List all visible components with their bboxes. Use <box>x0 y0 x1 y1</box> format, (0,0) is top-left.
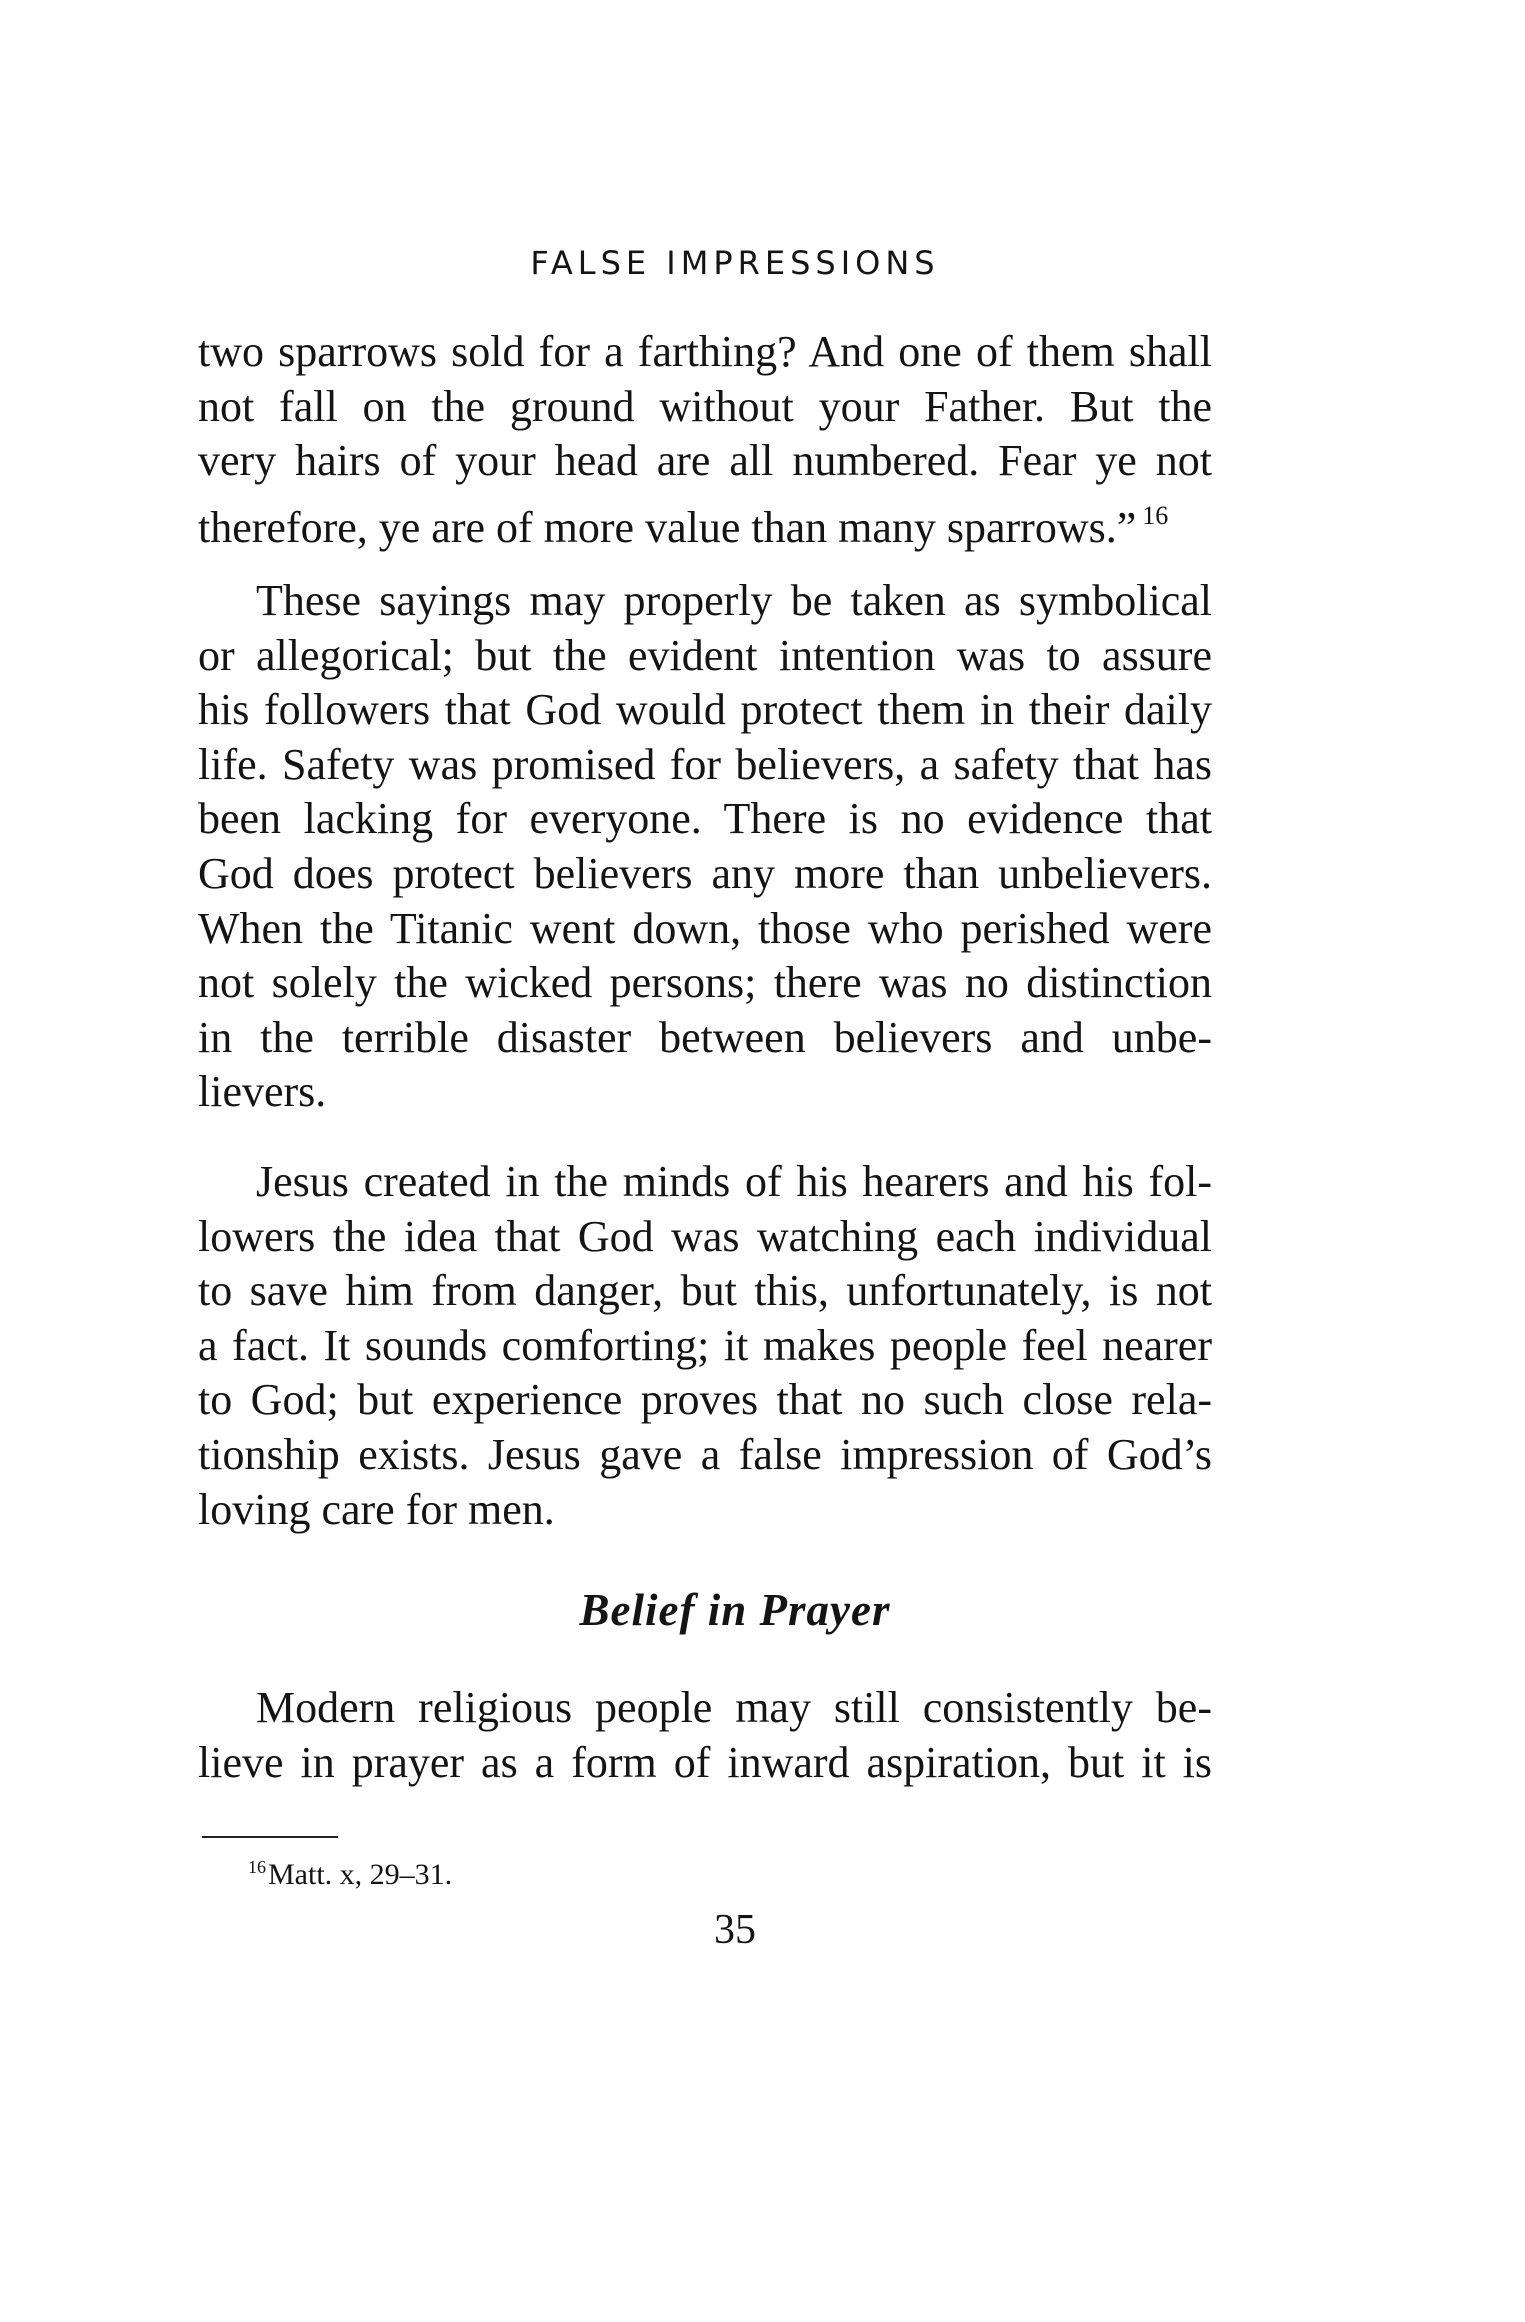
text-line: These sayings may properly be taken as symbolical <box>256 576 1212 625</box>
text-line: or allegorical; but the evident intention was to assure <box>198 630 1212 680</box>
section-heading: Belief in Prayer <box>579 1585 891 1635</box>
text-line: a fact. It sounds comforting; it makes people feel nearer <box>198 1320 1212 1370</box>
text-line <box>198 489 1212 552</box>
text-line: lieve in prayer as a form of inward aspiration, but it is <box>198 1737 1212 1787</box>
text-line: not fall on the ground without your Father. But the <box>198 381 1212 431</box>
text-line: loving care for men. <box>198 1484 555 1534</box>
footnote-reference: 16 <box>1142 500 1169 530</box>
book-page <box>198 0 1212 2322</box>
paragraph-symbolical-sayings <box>198 574 1212 1120</box>
text-line: When the Titanic went down, those who perished were <box>198 903 1212 953</box>
text-line: life. Safety was promised for believers, a safety that has <box>198 739 1212 789</box>
text-line: lowers the idea that God was watching each individual <box>198 1211 1212 1261</box>
text-line: tionship exists. Jesus gave a false impression of God’s <box>198 1429 1212 1479</box>
footnote-mark: 16 <box>248 1857 266 1877</box>
text-line: Modern religious people may still consistently be- <box>256 1683 1212 1732</box>
paragraph-modern-religious <box>198 1681 1212 1790</box>
footnote-rule <box>202 1836 338 1838</box>
page-number: 35 <box>714 1907 756 1953</box>
text-line: to save him from danger, but this, unfortunately, is not <box>198 1266 1212 1316</box>
text-line: God does protect believers any more than unbelievers. <box>198 848 1212 898</box>
running-head: FALSE IMPRESSIONS <box>530 244 940 282</box>
text-line: in the terrible disaster between believers and unbe- <box>198 1012 1212 1062</box>
footnote-text: Matt. x, 29–31. <box>268 1858 453 1891</box>
footnote <box>248 1847 452 1895</box>
text-line: his followers that God would protect them in their daily <box>198 685 1212 735</box>
text-line-content: therefore, ye are of more value than many sparrows.” <box>198 502 1137 552</box>
paragraph-quote-end <box>198 325 1212 552</box>
text-line: not solely the wicked persons; there was no distinction <box>198 958 1212 1008</box>
text-line: to God; but experience proves that no such close rela- <box>198 1375 1212 1425</box>
text-line: very hairs of your head are all numbered. Fear ye not <box>198 436 1212 486</box>
text-line: two sparrows sold for a farthing? And one of them shall <box>198 327 1212 376</box>
text-line: been lacking for everyone. There is no evidence that <box>198 794 1212 844</box>
text-line: Jesus created in the minds of his hearers and his fol- <box>256 1157 1212 1206</box>
paragraph-jesus-created <box>198 1155 1212 1537</box>
text-line: lievers. <box>198 1067 327 1117</box>
